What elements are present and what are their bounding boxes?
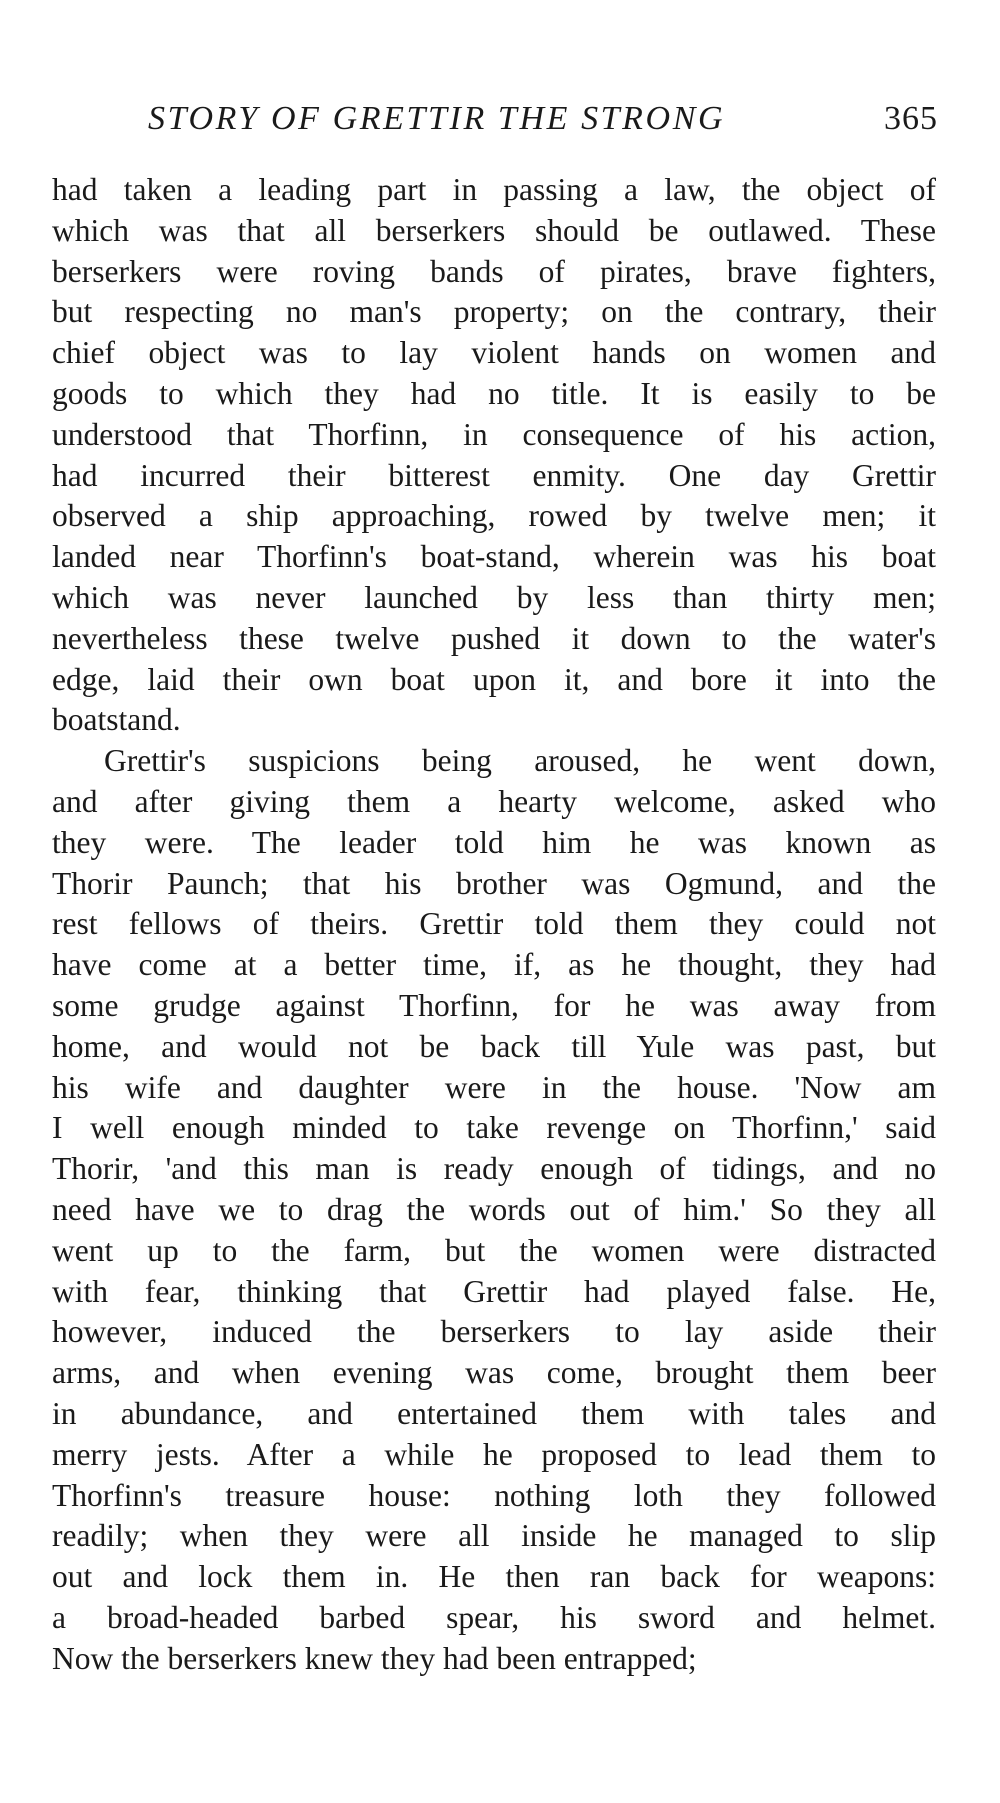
text-line: out and lock them in. He then ran back for weapons: <box>52 1559 936 1595</box>
text-line: his wife and daughter were in the house. 'Now am <box>52 1069 936 1105</box>
text-line: need have we to drag the words out of him.' So they all <box>52 1191 936 1227</box>
text-line: home, and would not be back till Yule was past, but <box>52 1028 936 1064</box>
text-line: berserkers were roving bands of pirates, brave fighters, <box>52 253 936 289</box>
text-line: edge, laid their own boat upon it, and bore it into the <box>52 661 936 697</box>
text-line: Thorfinn's treasure house: nothing loth they followed <box>52 1477 936 1513</box>
text-line: and after giving them a hearty welcome, asked who <box>52 783 936 819</box>
text-line: they were. The leader told him he was known as <box>52 824 936 860</box>
text-line: in abundance, and entertained them with tales and <box>52 1395 936 1431</box>
text-line: however, induced the berserkers to lay aside their <box>52 1314 936 1350</box>
text-line: which was that all berserkers should be outlawed. These <box>52 212 936 248</box>
paragraph <box>52 170 936 741</box>
paragraph <box>52 741 936 1679</box>
text-line: with fear, thinking that Grettir had played false. He, <box>52 1273 936 1309</box>
text-line: went up to the farm, but the women were distracted <box>52 1232 936 1268</box>
text-line: rest fellows of theirs. Grettir told them they could not <box>52 906 936 942</box>
text-line: a broad-headed barbed spear, his sword and helmet. <box>52 1599 936 1635</box>
text-line: had taken a leading part in passing a law, the object of <box>52 172 936 207</box>
text-line: chief object was to lay violent hands on women and <box>52 335 936 371</box>
text-line: understood that Thorfinn, in consequence of his action, <box>52 416 936 452</box>
text-line: goods to which they had no title. It is easily to be <box>52 375 936 411</box>
text-line: arms, and when evening was come, brought them beer <box>52 1355 936 1391</box>
text-line: had incurred their bitterest enmity. One day Grettir <box>52 457 936 493</box>
text-line: Thorir Paunch; that his brother was Ogmund, and the <box>52 865 936 901</box>
text-line: some grudge against Thorfinn, for he was away from <box>52 987 936 1023</box>
running-title: STORY OF GRETTIR THE STRONG <box>148 100 726 137</box>
text-line: have come at a better time, if, as he thought, they had <box>52 947 936 983</box>
page-number: 365 <box>884 100 938 137</box>
text-line: merry jests. After a while he proposed to lead them to <box>52 1436 936 1472</box>
text-line: observed a ship approaching, rowed by twelve men; it <box>52 498 936 534</box>
text-line: landed near Thorfinn's boat-stand, wherein was his boat <box>52 539 936 575</box>
text-line: I well enough minded to take revenge on Thorfinn,' said <box>52 1110 936 1146</box>
body-text <box>52 170 936 1679</box>
text-line: Thorir, 'and this man is ready enough of tidings, and no <box>52 1151 936 1187</box>
text-line: but respecting no man's property; on the contrary, their <box>52 294 936 330</box>
text-line: Grettir's suspicions being aroused, he went down, <box>104 743 936 779</box>
text-line: boatstand. <box>52 702 181 738</box>
text-line: nevertheless these twelve pushed it down to the water's <box>52 620 936 656</box>
text-line: which was never launched by less than thirty men; <box>52 579 936 615</box>
text-line: Now the berserkers knew they had been entrapped; <box>52 1640 697 1676</box>
running-header <box>0 94 1000 144</box>
text-line: readily; when they were all inside he managed to slip <box>52 1518 936 1554</box>
